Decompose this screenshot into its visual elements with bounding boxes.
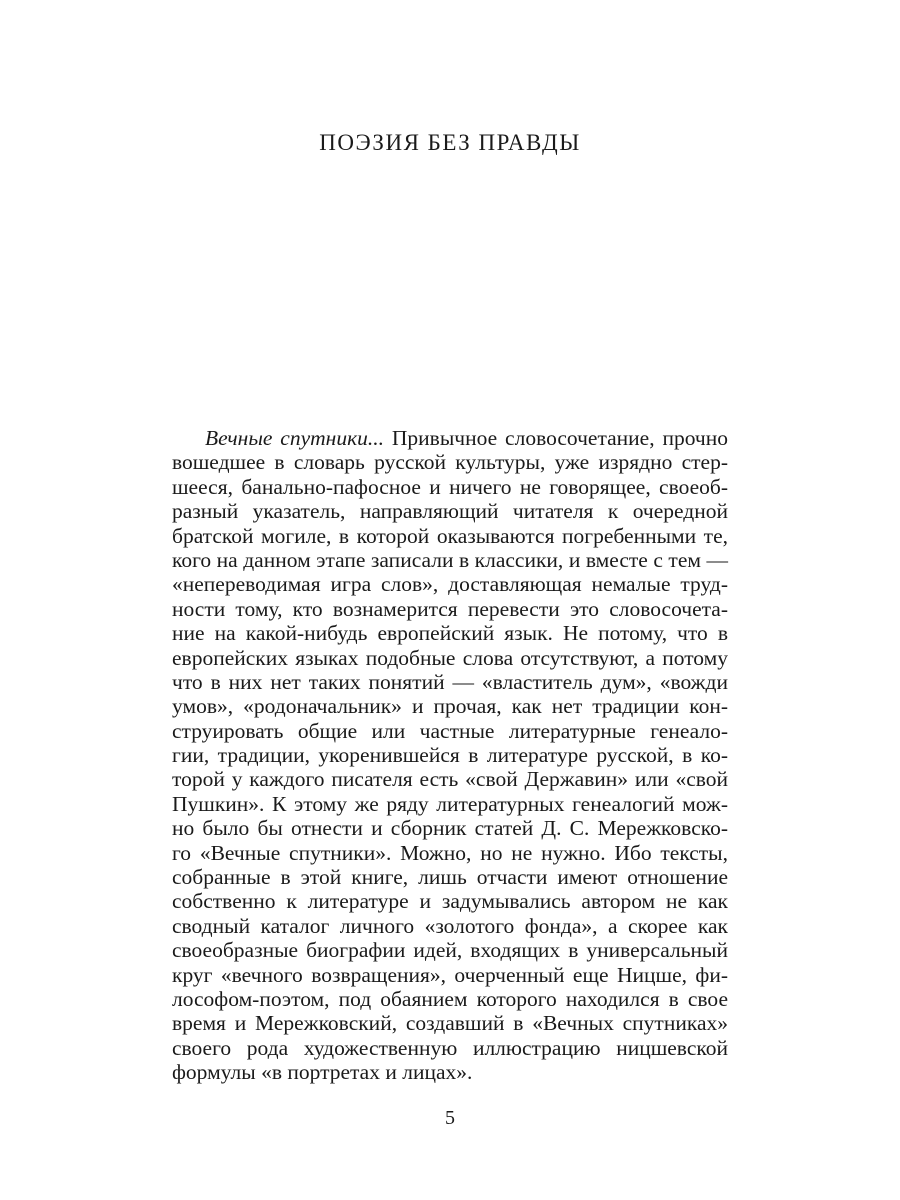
paragraph-line: торой у каждого писателя есть «свой Державин» или «свой <box>172 767 728 792</box>
page-number: 5 <box>445 1107 455 1129</box>
paragraph-line: «непереводимая игра слов», доставляющая немалые труд- <box>172 572 728 597</box>
paragraph-line: круг «вечного возвращения», очерченный еще Ницше, фи- <box>172 962 728 987</box>
paragraph-line: Пушкин». К этому же ряду литературных генеалогий мож- <box>172 791 728 816</box>
paragraph-line: лософом-поэтом, под обаянием которого находился в свое <box>172 986 728 1011</box>
paragraph-line: гии, традиции, укоренившейся в литературе русской, в ко- <box>172 743 728 768</box>
chapter-title: ПОЭЗИЯ БЕЗ ПРАВДЫ <box>319 130 581 155</box>
paragraph-line: умов», «родоначальник» и прочая, как нет традиции кон- <box>172 694 728 719</box>
paragraph-line: ние на какой-нибудь европейский язык. Не потому, что в <box>172 621 728 646</box>
paragraph-line: время и Мережковский, создавший в «Вечных спутниках» <box>172 1011 728 1036</box>
paragraph-line: разный указатель, направляющий читателя к очередной <box>172 499 728 524</box>
paragraph-line-last: формулы «в портретах и лицах». <box>172 1060 473 1085</box>
paragraph-line: но было бы отнести и сборник статей Д. С. Мережковско- <box>172 816 728 841</box>
paragraph-line: сводный каталог личного «золотого фонда», а скорее как <box>172 913 728 938</box>
paragraph-line: ности тому, кто вознамерится перевести это словосочета- <box>172 596 728 621</box>
paragraph-line: своеобразные биографии идей, входящих в универсальный <box>172 938 728 963</box>
paragraph-line: кого на данном этапе записали в классики, и вместе с тем — <box>172 547 728 572</box>
paragraph-line-1-text: Привычное словосочетание, прочно <box>384 426 728 450</box>
paragraph-line: собранные в этой книге, лишь отчасти имеют отношение <box>172 865 728 890</box>
paragraph-line: собственно к литературе и задумывались автором не как <box>172 889 728 914</box>
paragraph-line-1 <box>172 426 728 450</box>
paragraph-line: струировать общие или частные литературные генеало- <box>172 718 728 743</box>
italic-lead-phrase: Вечные спутники... <box>205 426 385 450</box>
paragraph-line: что в них нет таких понятий — «властитель дум», «вожди <box>172 669 728 694</box>
paragraph-line: шееся, банально-пафосное и ничего не говорящее, своеоб- <box>172 474 728 499</box>
paragraph-line: вошедшее в словарь русской культуры, уже изрядно стер- <box>172 450 728 475</box>
paragraph-line: го «Вечные спутники». Можно, но не нужно. Ибо тексты, <box>172 840 728 865</box>
paragraph-line: своего рода художественную иллюстрацию ницшевской <box>172 1035 728 1060</box>
paragraph-line: европейских языках подобные слова отсутствуют, а потому <box>172 645 728 670</box>
paragraph-line: братской могиле, в которой оказываются погребенными те, <box>172 523 728 548</box>
body-paragraph <box>172 426 728 1085</box>
